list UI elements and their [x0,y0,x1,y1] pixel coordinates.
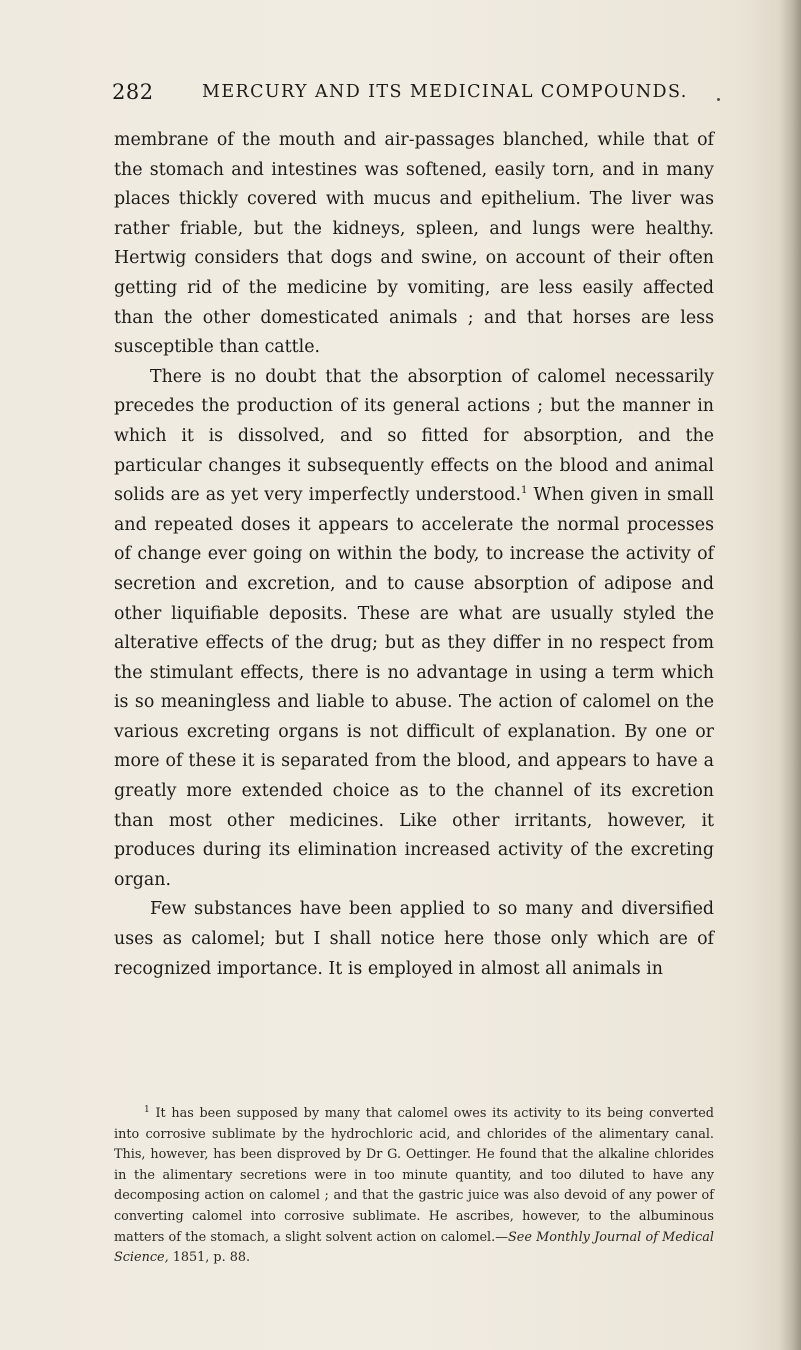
footnote-citation-tail: 1851, p. 88. [168,1250,251,1266]
paragraph-continued: membrane of the mouth and air-passages blanched, while that of the stomach and intestines was softened, easily torn, and in many places thickly covered with mucus and epithelium. The liver was rather friable, but the kidneys, spleen, and lungs were healthy. Hertwig considers that dogs and swine, on account of their often getting rid of the medicine by vomiting, are less easily affected than the other domesticated animals ; and that horses are less susceptible than cattle. [114,130,714,358]
body-text [114,126,714,984]
running-head: MERCURY AND ITS MEDICINAL COMPOUNDS. [202,82,688,102]
page-number: 282 [112,80,154,104]
paragraph-absorption [114,363,714,896]
paragraph-absorption-text: There is no doubt that the absorption of calomel necessarily precedes the production of its general actions ; but the manner in which it is dissolved, and so fitted for absorption, and the particular changes it subsequently effects on the blood and animal solids are as yet very imperfectly understood. [114,366,714,506]
paragraph-uses: Few substances have been applied to so many and diversified uses as calomel; but I shall notice here those only which are of recognized importance. It is employed in almost all animals in [114,899,714,979]
footnote-citation: See Monthly Journal of Medical Science, [114,1229,714,1266]
print-speck [717,98,720,101]
footnote-mark: 1 [144,1105,150,1115]
page-edge-shadow [779,0,801,1350]
page-header [112,80,712,110]
paragraph-alterative-text: When given in small and repeated doses it appears to accelerate the normal processes of change ever going on within the body, to increase the activity of secretion and excretion, and to cause absorption of adipose and other liquifiable deposits. These are what are usually styled the alterative effects of the drug; but as they differ in no respect from the stimulant effects, there is no advantage in using a term which is so meaningless and liable to abuse. The action of calomel on the various excreting organs is not difficult of explanation. By one or more of these it is separated from the blood, and appears to have a greatly more extended choice as to the channel of its excretion than most other medicines. Like other irritants, however, it produces during its elimination increased activity of the excreting organ. [114,485,714,890]
footnote [114,1104,714,1269]
footnote-reference: 1 [521,485,528,497]
footnote-text: It has been supposed by many that calomel owes its activity to its being converted into corrosive sublimate by the hydrochloric acid, and chlorides of the alimentary canal. This, however, has been disproved by Dr G. Oettinger. He found that the alkaline chlorides in the alimentary secretions were in too minute quantity, and too diluted to have any decomposing action on calomel ; and that the gastric juice was also devoid of any power of converting calomel into corrosive sublimate. He ascribes, however, to the albuminous matters of the stomach, a slight solvent action on calomel.— [114,1106,714,1245]
